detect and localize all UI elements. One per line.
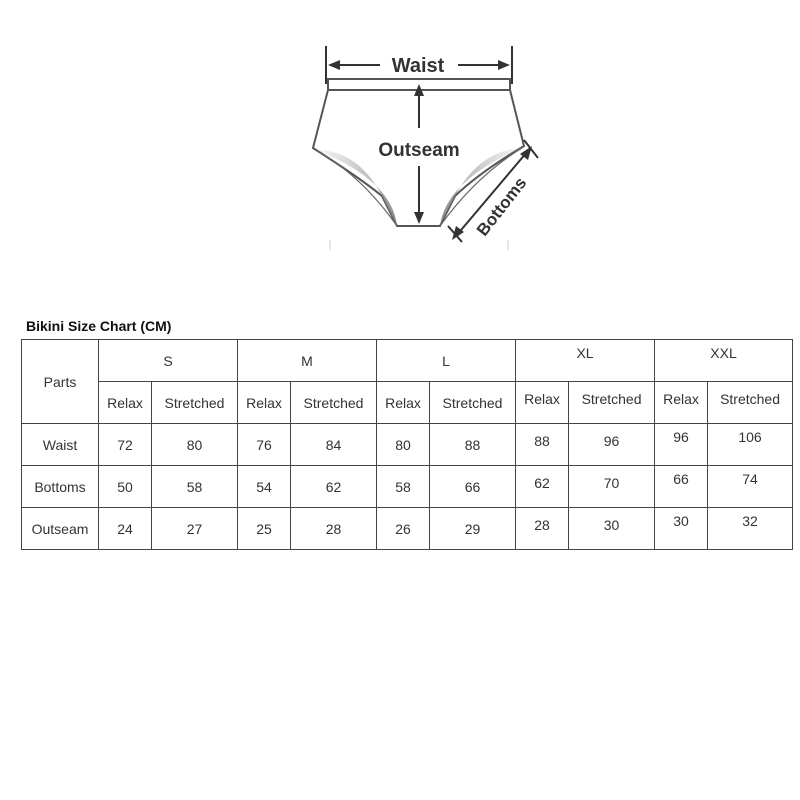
table-cell: [516, 424, 569, 466]
table-cell-text: 32: [742, 512, 758, 529]
part-label: Waist: [22, 424, 99, 466]
stretched-header: [708, 382, 793, 424]
table-cell: [708, 466, 793, 508]
table-cell-text: 96: [603, 432, 620, 449]
relax-header: Relax: [99, 382, 152, 424]
stretched-header: [569, 382, 655, 424]
table-cell-text: 30: [673, 512, 689, 529]
table-cell: 80: [152, 424, 238, 466]
size-header-row: [22, 340, 793, 382]
part-label: Bottoms: [22, 466, 99, 508]
relax-header: Relax: [377, 382, 430, 424]
size-header-xl: [516, 340, 655, 382]
part-label: Outseam: [22, 508, 99, 550]
size-header-s: S: [99, 340, 238, 382]
table-cell-text: 28: [534, 516, 550, 533]
table-cell: [569, 508, 655, 550]
table-cell: [569, 424, 655, 466]
table-cell: 54: [238, 466, 291, 508]
parts-header: Parts: [22, 340, 99, 424]
table-cell: 58: [377, 466, 430, 508]
size-header-m: M: [238, 340, 377, 382]
table-cell: 25: [238, 508, 291, 550]
table-cell: [708, 508, 793, 550]
size-header-xxl: [655, 340, 793, 382]
table-cell: 72: [99, 424, 152, 466]
table-cell: 66: [430, 466, 516, 508]
size-header-xl-text: XL: [576, 344, 594, 361]
table-row-outseam: [22, 508, 793, 550]
table-cell: 29: [430, 508, 516, 550]
stretched-header: Stretched: [430, 382, 516, 424]
table-cell: 28: [291, 508, 377, 550]
table-row-waist: [22, 424, 793, 466]
table-cell: 80: [377, 424, 430, 466]
table-cell: [516, 508, 569, 550]
relax-header-text: Relax: [524, 390, 560, 407]
table-cell: [655, 508, 708, 550]
stretched-header-text: Stretched: [720, 390, 780, 407]
relax-header-text: Relax: [663, 390, 699, 407]
table-cell: 50: [99, 466, 152, 508]
relax-header: Relax: [238, 382, 291, 424]
outseam-label: Outseam: [378, 140, 460, 161]
table-cell-text: 74: [742, 470, 758, 487]
bottoms-label: Bottoms: [472, 173, 531, 240]
bikini-measurement-diagram: [0, 0, 800, 270]
table-cell: 24: [99, 508, 152, 550]
relax-header: [516, 382, 569, 424]
stretched-header: Stretched: [291, 382, 377, 424]
stretched-header-text: Stretched: [581, 390, 642, 407]
table-cell: [516, 466, 569, 508]
size-chart-table: [21, 339, 793, 550]
table-cell: [655, 424, 708, 466]
stretched-header: Stretched: [152, 382, 238, 424]
table-cell: [655, 466, 708, 508]
table-cell: 88: [430, 424, 516, 466]
table-cell-text: 96: [673, 428, 689, 445]
table-cell: [708, 424, 793, 466]
subheader-row: [22, 382, 793, 424]
size-header-l: L: [377, 340, 516, 382]
waist-label: Waist: [391, 55, 445, 77]
table-cell-text: 106: [738, 428, 762, 445]
table-cell: [569, 466, 655, 508]
table-row-bottoms: [22, 466, 793, 508]
table-cell: 26: [377, 508, 430, 550]
relax-header: [655, 382, 708, 424]
table-cell-text: 70: [603, 474, 620, 491]
table-cell-text: 66: [673, 470, 689, 487]
size-header-xxl-text: XXL: [710, 344, 737, 361]
table-cell: 62: [291, 466, 377, 508]
table-cell-text: 88: [534, 432, 550, 449]
table-cell: 84: [291, 424, 377, 466]
table-cell-text: 62: [534, 474, 550, 491]
table-cell: 76: [238, 424, 291, 466]
table-cell-text: 30: [603, 516, 620, 533]
table-cell: 27: [152, 508, 238, 550]
size-chart-title: Bikini Size Chart (CM): [26, 318, 172, 334]
table-cell: 58: [152, 466, 238, 508]
